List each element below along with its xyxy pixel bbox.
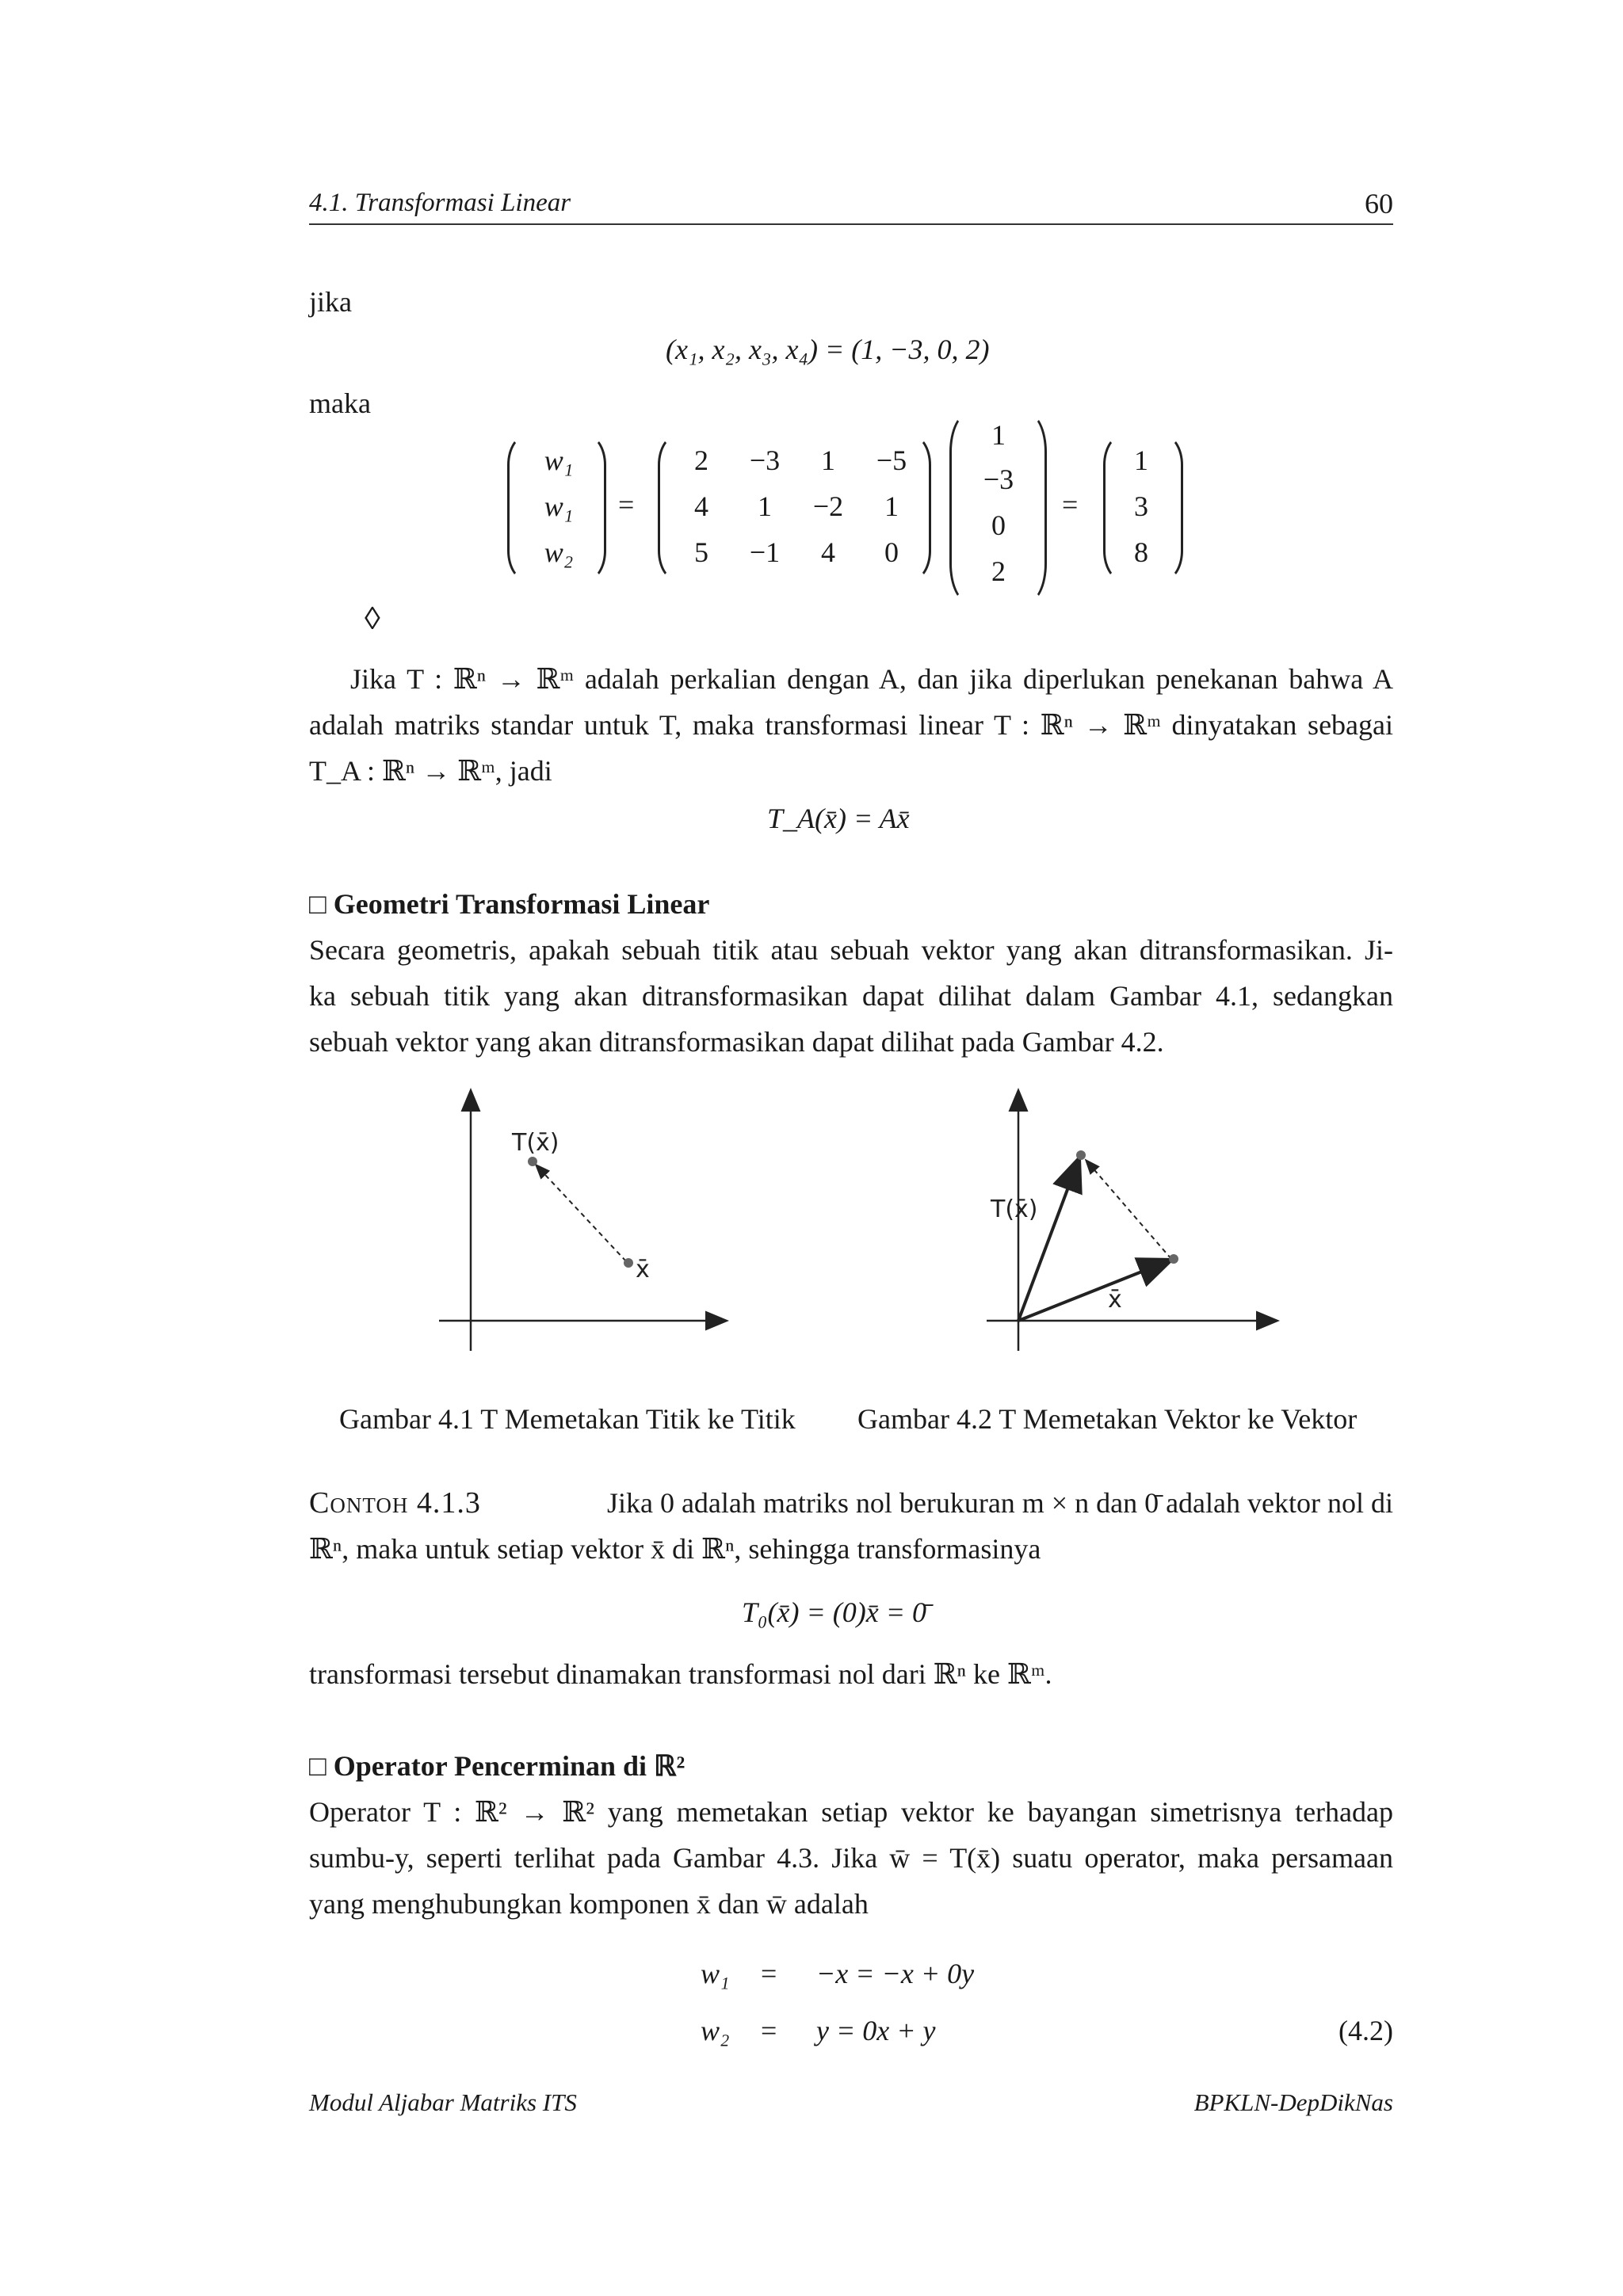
equation-TA: T_A(x̄) = Ax̄ — [767, 803, 910, 834]
label-x: x̄ — [636, 1256, 650, 1283]
matrix-A — [670, 434, 923, 577]
matrix-A-cell: 4 — [694, 490, 708, 522]
equals-sign: = — [1062, 489, 1079, 521]
lhs-vector — [523, 434, 594, 577]
geometri-line1: Secara geometris, apakah sebuah titik atau sebuah vektor yang akan ditransformasikan. Ji- — [309, 934, 1393, 966]
figure-4-2-caption: Gambar 4.2 T Memetakan Vektor ke Vektor — [857, 1403, 1358, 1435]
point-Tx — [528, 1157, 537, 1166]
geometri-line3: sebuah vektor yang akan ditransformasikan dapat dilihat pada Gambar 4.2. — [309, 1026, 1164, 1058]
matrix-A-cell: −3 — [749, 444, 781, 476]
rhs-entry: 1 — [1134, 444, 1148, 476]
eq-row2-rhs: y = 0x + y — [816, 2015, 936, 2046]
rhs-entry: 3 — [1134, 490, 1148, 522]
header-rule — [309, 223, 1393, 225]
footer-left: Modul Aljabar Matriks ITS — [309, 2088, 577, 2116]
end-of-example-diamond: ◊ — [365, 601, 380, 636]
lhs-entry: w₂ — [544, 536, 574, 568]
eq-row1-lhs: w₁ — [701, 1958, 730, 1989]
vector-x-entry: 0 — [991, 509, 1006, 541]
point-x — [1169, 1254, 1178, 1264]
header-section-text: 4.1. Transformasi Linear — [309, 189, 571, 217]
contoh-line1: Jika 0 adalah matriks nol berukuran m × n dan 0̄ adalah vektor nol di — [606, 1487, 1393, 1519]
operator-line2: sumbu-y, seperti terlihat pada Gambar 4.3. Jika w̄ = T(x̄) suatu operator, maka persamaan — [309, 1842, 1393, 1874]
section-geometri-heading — [309, 881, 709, 927]
label-Tx: T(x̄) — [512, 1129, 559, 1157]
rhs-right-paren — [1163, 434, 1183, 582]
contoh-block-line1 — [309, 1480, 1393, 1526]
matrix-A-cell: 1 — [758, 490, 772, 522]
equals-sign: = — [618, 489, 635, 521]
matrix-A-cell: −1 — [749, 536, 781, 568]
matrix-A-cell: 1 — [821, 444, 835, 476]
matrix-A-cell: −5 — [876, 444, 907, 476]
x-right-paren — [1027, 412, 1047, 604]
equation-T0: T₀(x̄) = (0)x̄ = 0̄ — [742, 1596, 927, 1628]
vector-x — [963, 412, 1034, 599]
matrix-A-cell: 2 — [694, 444, 708, 476]
operator-line1: Operator T : ℝ² → ℝ² yang memetakan setiap vektor ke bayangan simetrisnya terhadap — [309, 1796, 1393, 1828]
section-title: Operator Pencerminan di ℝ² — [333, 1750, 685, 1782]
dashed-mapping-arrow — [1086, 1160, 1171, 1259]
operator-line3: yang menghubungkan komponen x̄ dan w̄ adalah — [309, 1888, 869, 1920]
lhs-entry: w₁ — [544, 444, 574, 476]
lhs-right-paren — [586, 434, 606, 582]
label-x: x̄ — [1108, 1286, 1122, 1314]
A-right-paren — [911, 434, 931, 582]
matrix-A-cell: 1 — [884, 490, 899, 522]
matrix-A-cell: −2 — [812, 490, 844, 522]
para-TA-line3: T_A : ℝⁿ → ℝᵐ, jadi — [309, 755, 552, 787]
contoh-line2: ℝⁿ, maka untuk setiap vektor x̄ di ℝⁿ, sehingga transformasinya — [309, 1533, 1041, 1565]
label-Tx: T(x̄) — [991, 1196, 1038, 1223]
eq-row1-rhs: −x = −x + 0y — [816, 1958, 975, 1989]
running-header-section — [309, 189, 571, 218]
example-label: Contoh 4.1.3 — [309, 1486, 481, 1520]
rhs-entry: 8 — [1134, 536, 1148, 568]
page-number: 60 — [1365, 188, 1393, 219]
vector-x-entry: 1 — [991, 419, 1006, 451]
equation-x-values: (x₁, x₂, x₃, x₄) = (1, −3, 0, 2) — [666, 334, 990, 365]
figure-4-1 — [428, 1077, 745, 1363]
matrix-A-cell: 4 — [821, 536, 835, 568]
checkbox-square-icon: □ — [309, 1750, 327, 1782]
vector-Tx — [1018, 1160, 1079, 1321]
vector-x — [1018, 1261, 1170, 1321]
figure-4-1-caption: Gambar 4.1 T Memetakan Titik ke Titik — [339, 1403, 796, 1435]
vector-x-entry: −3 — [983, 463, 1014, 495]
section-title: Geometri Transformasi Linear — [333, 888, 710, 920]
eq-row2-lhs: w₂ — [701, 2015, 730, 2046]
point-x — [624, 1258, 633, 1268]
matrix-A-cell: 5 — [694, 536, 708, 568]
para-jika: jika — [309, 286, 352, 318]
section-operator-heading — [309, 1743, 685, 1789]
equation-number: (4.2) — [1338, 2015, 1393, 2046]
eq-row1-eq: = — [761, 1958, 777, 1989]
para-TA-line2: adalah matriks standar untuk T, maka transformasi linear T : ℝⁿ → ℝᵐ dinyatakan sebagai — [309, 709, 1393, 741]
contoh-line3: transformasi tersebut dinamakan transformasi nol dari ℝⁿ ke ℝᵐ. — [309, 1658, 1052, 1690]
dashed-mapping-arrow — [536, 1165, 626, 1261]
lhs-entry: w₁ — [544, 490, 574, 522]
figure-4-2 — [967, 1077, 1284, 1363]
matrix-A-cell: 0 — [884, 536, 899, 568]
footer-right: BPKLN-DepDikNas — [1193, 2088, 1393, 2116]
checkbox-square-icon: □ — [309, 888, 327, 920]
geometri-line2: ka sebuah titik yang akan ditransformasikan dapat dilihat dalam Gambar 4.1, sedangkan — [309, 980, 1393, 1012]
vector-x-entry: 2 — [991, 555, 1006, 587]
para-TA-line1: Jika T : ℝⁿ → ℝᵐ adalah perkalian dengan A, dan jika diperlukan penekanan bahwa A — [350, 663, 1393, 695]
eq-row2-eq: = — [761, 2015, 777, 2046]
point-Tx — [1076, 1150, 1086, 1160]
para-maka: maka — [309, 387, 371, 419]
